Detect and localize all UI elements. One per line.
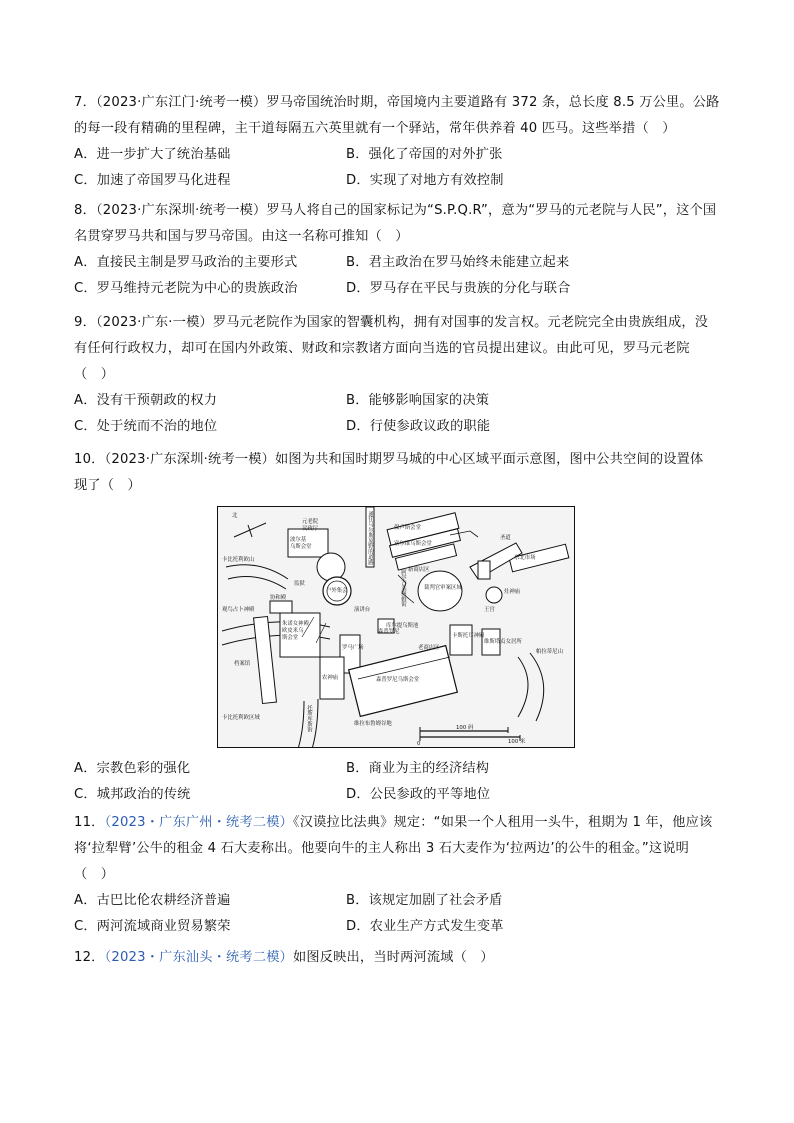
map-label-house-vestal: 维斯塔贞女居所 [484, 639, 522, 645]
option-b[interactable]: B．能够影响国家的决策 [346, 393, 490, 408]
map-label-senate: 元老院 [302, 519, 319, 525]
question-stem: 名贯穿罗马共和国与罗马帝国。由这一名称可推知（ ） [74, 229, 409, 244]
question-number: 10． [74, 452, 105, 467]
question-stem: 罗马人将自己的国家标记为“S.P.Q.R”，意为“罗马的元老院与人民”，这个国 [266, 203, 717, 218]
map-label-oldshops: 老商店区 [418, 645, 440, 651]
map-label-velabrum: 维拉布鲁姆谷地 [354, 721, 392, 727]
option-c[interactable]: C．两河流域商业贸易繁荣 [74, 919, 231, 934]
map-scale-zero: 0 [417, 741, 421, 747]
option-d[interactable]: D．实现了对地方有效控制 [346, 173, 504, 188]
map-label-sempronia: 森普罗尼 [378, 629, 400, 635]
question-9 [74, 310, 722, 440]
rome-forum-map [217, 506, 575, 748]
map-label-street-vertical: 通往马尔斯原野的道路 [367, 511, 373, 565]
question-10 [74, 447, 722, 499]
question-number: 12． [74, 950, 105, 965]
question-stem: 将‘拉犁臂’公牛的租金 4 石大麦称出。他要向牛的主人称出 3 石大麦作为‘拉两边’的公牛的租金。”这说明 [74, 841, 690, 856]
option-c[interactable]: C．处于统而不治的地位 [74, 419, 218, 434]
question-source: （2023·广东深圳·统考一模） [95, 203, 267, 218]
map-label-juno-3: 斯会堂 [282, 635, 299, 641]
map-label-sacred-way: 圣道 [500, 535, 511, 541]
map-label-basilica-aemilia: 富尔维乌斯会堂 [394, 541, 432, 547]
map-label-concord: 协和殿 [270, 595, 287, 601]
option-b[interactable]: B．强化了帝国的对外扩张 [346, 147, 503, 162]
question-stem: 的每一段有精确的里程碑，主干道每隔五六英里就有一个驿站，常年供养着 40 匹马。这些举措（ ） [74, 121, 676, 136]
question-source: （2023・广东汕头・统考二模） [104, 950, 293, 965]
map-label-palatine: 帕拉蒂尼山 [536, 649, 563, 655]
question-source: （2023・广东广州・统考二模） [104, 815, 293, 830]
map-label-rostra: 演讲台 [354, 607, 371, 613]
map-scale-meters: 100 米 [508, 739, 526, 745]
map-label-market: 东北市场 [514, 555, 536, 561]
question-number: 11． [74, 815, 105, 830]
map-label-comitium: 议政厅 [302, 526, 319, 532]
question-7 [74, 90, 722, 194]
map-label-basilica-sempronia: 森普罗尼乌斯会堂 [376, 677, 420, 683]
option-a[interactable]: A．进一步扩大了统治基础 [74, 147, 231, 162]
map-label-castor: 卡斯托耳神殿 [452, 633, 485, 639]
option-b[interactable]: B．该规定加剧了社会矛盾 [346, 893, 503, 908]
map-label-records: 档案馆 [234, 661, 251, 667]
map-label-court: 裁判官审案区域 [424, 585, 462, 591]
option-a[interactable]: A．宗教色彩的强化 [74, 761, 191, 776]
map-label-capitol: 卡比托利欧山 [222, 557, 255, 563]
question-stem: 《汉谟拉比法典》规定：“如果一个人租用一头牛，租期为 1 年，他应该 [293, 815, 713, 830]
map-label-capitolium: 卡比托利欧区域 [222, 715, 260, 721]
question-stem: 如图反映出，当时两河流域（ ） [293, 950, 494, 965]
option-c[interactable]: C．城邦政治的传统 [74, 787, 191, 802]
question-stem: （ ） [74, 867, 115, 882]
question-8 [74, 198, 722, 302]
option-a[interactable]: A．古巴比伦农耕经济普遍 [74, 893, 231, 908]
map-label-porcia: 波尔基 [290, 537, 307, 543]
map-label-newshops: 新商店区 [408, 567, 430, 573]
question-10-options [74, 756, 722, 808]
map-label-north: 北 [232, 513, 238, 519]
map-label-tuscus: 托斯库斯街 [306, 705, 312, 732]
map-label-lake: 库尔提乌斯池 [386, 623, 419, 629]
option-d[interactable]: D．公民参政的平等地位 [346, 787, 491, 802]
option-d[interactable]: D．罗马存在平民与贵族的分化与联合 [346, 281, 571, 296]
question-source: （2023·广东深圳·统考一模） [104, 452, 275, 467]
question-stem: 罗马帝国统治时期，帝国境内主要道路有 372 条，总长度 8.5 万公里。公路 [266, 95, 720, 110]
question-stem: （ ） [74, 367, 115, 382]
question-12 [74, 945, 722, 971]
map-label-assembly: 户外集会 [326, 588, 348, 594]
map-scale-yards: 100 码 [456, 725, 474, 731]
map-label-forum: 罗马广场 [342, 645, 364, 651]
option-c[interactable]: C．加速了帝国罗马化进程 [74, 173, 231, 188]
option-a[interactable]: A．没有干预朝政的权力 [74, 393, 218, 408]
question-11 [74, 810, 722, 940]
map-label-juno-2: 欧皮米乌 [282, 628, 304, 634]
map-label-regia: 王宫 [484, 607, 495, 613]
map-label-basilica-portia: 保卢斯会堂 [394, 525, 421, 531]
question-number: 8． [74, 203, 96, 218]
map-label-argiletum: 阿尔吉莱图姆街 [400, 569, 406, 607]
map-label-prison: 监狱 [294, 581, 305, 587]
map-label-juno: 朱诺女神殿 [282, 621, 309, 627]
question-source: （2023·广东·一模） [95, 315, 213, 330]
map-label-agriculture: 农神庙 [322, 675, 339, 681]
option-b[interactable]: B．君主政治在罗马始终未能建立起来 [346, 255, 570, 270]
question-stem: 如图为共和国时期罗马城的中心区域平面示意图，图中公共空间的设置体 [275, 452, 704, 467]
map-label-auspice: 观鸟占卜神殿 [222, 607, 255, 613]
option-d[interactable]: D．行使参政议政的职能 [346, 419, 491, 434]
question-stem: 有任何行政权力，却可在国内外政策、财政和宗教诸方面向当选的官员提出建议。由此可见，罗马元老院 [74, 341, 690, 356]
map-label-vesta: 灶神庙 [504, 589, 521, 595]
option-b[interactable]: B．商业为主的经济结构 [346, 761, 490, 776]
question-number: 7． [74, 95, 96, 110]
question-stem: 罗马元老院作为国家的智囊机构，拥有对国事的发言权。元老院完全由贵族组成，没 [212, 315, 709, 330]
map-label-porcia-2: 乌斯会堂 [290, 544, 312, 550]
option-c[interactable]: C．罗马维持元老院为中心的贵族政治 [74, 281, 298, 296]
question-stem: 现了（ ） [74, 478, 141, 493]
question-number: 9． [74, 315, 96, 330]
option-d[interactable]: D．农业生产方式发生变革 [346, 919, 504, 934]
question-source: （2023·广东江门·统考一模） [95, 95, 267, 110]
option-a[interactable]: A．直接民主制是罗马政治的主要形式 [74, 255, 298, 270]
